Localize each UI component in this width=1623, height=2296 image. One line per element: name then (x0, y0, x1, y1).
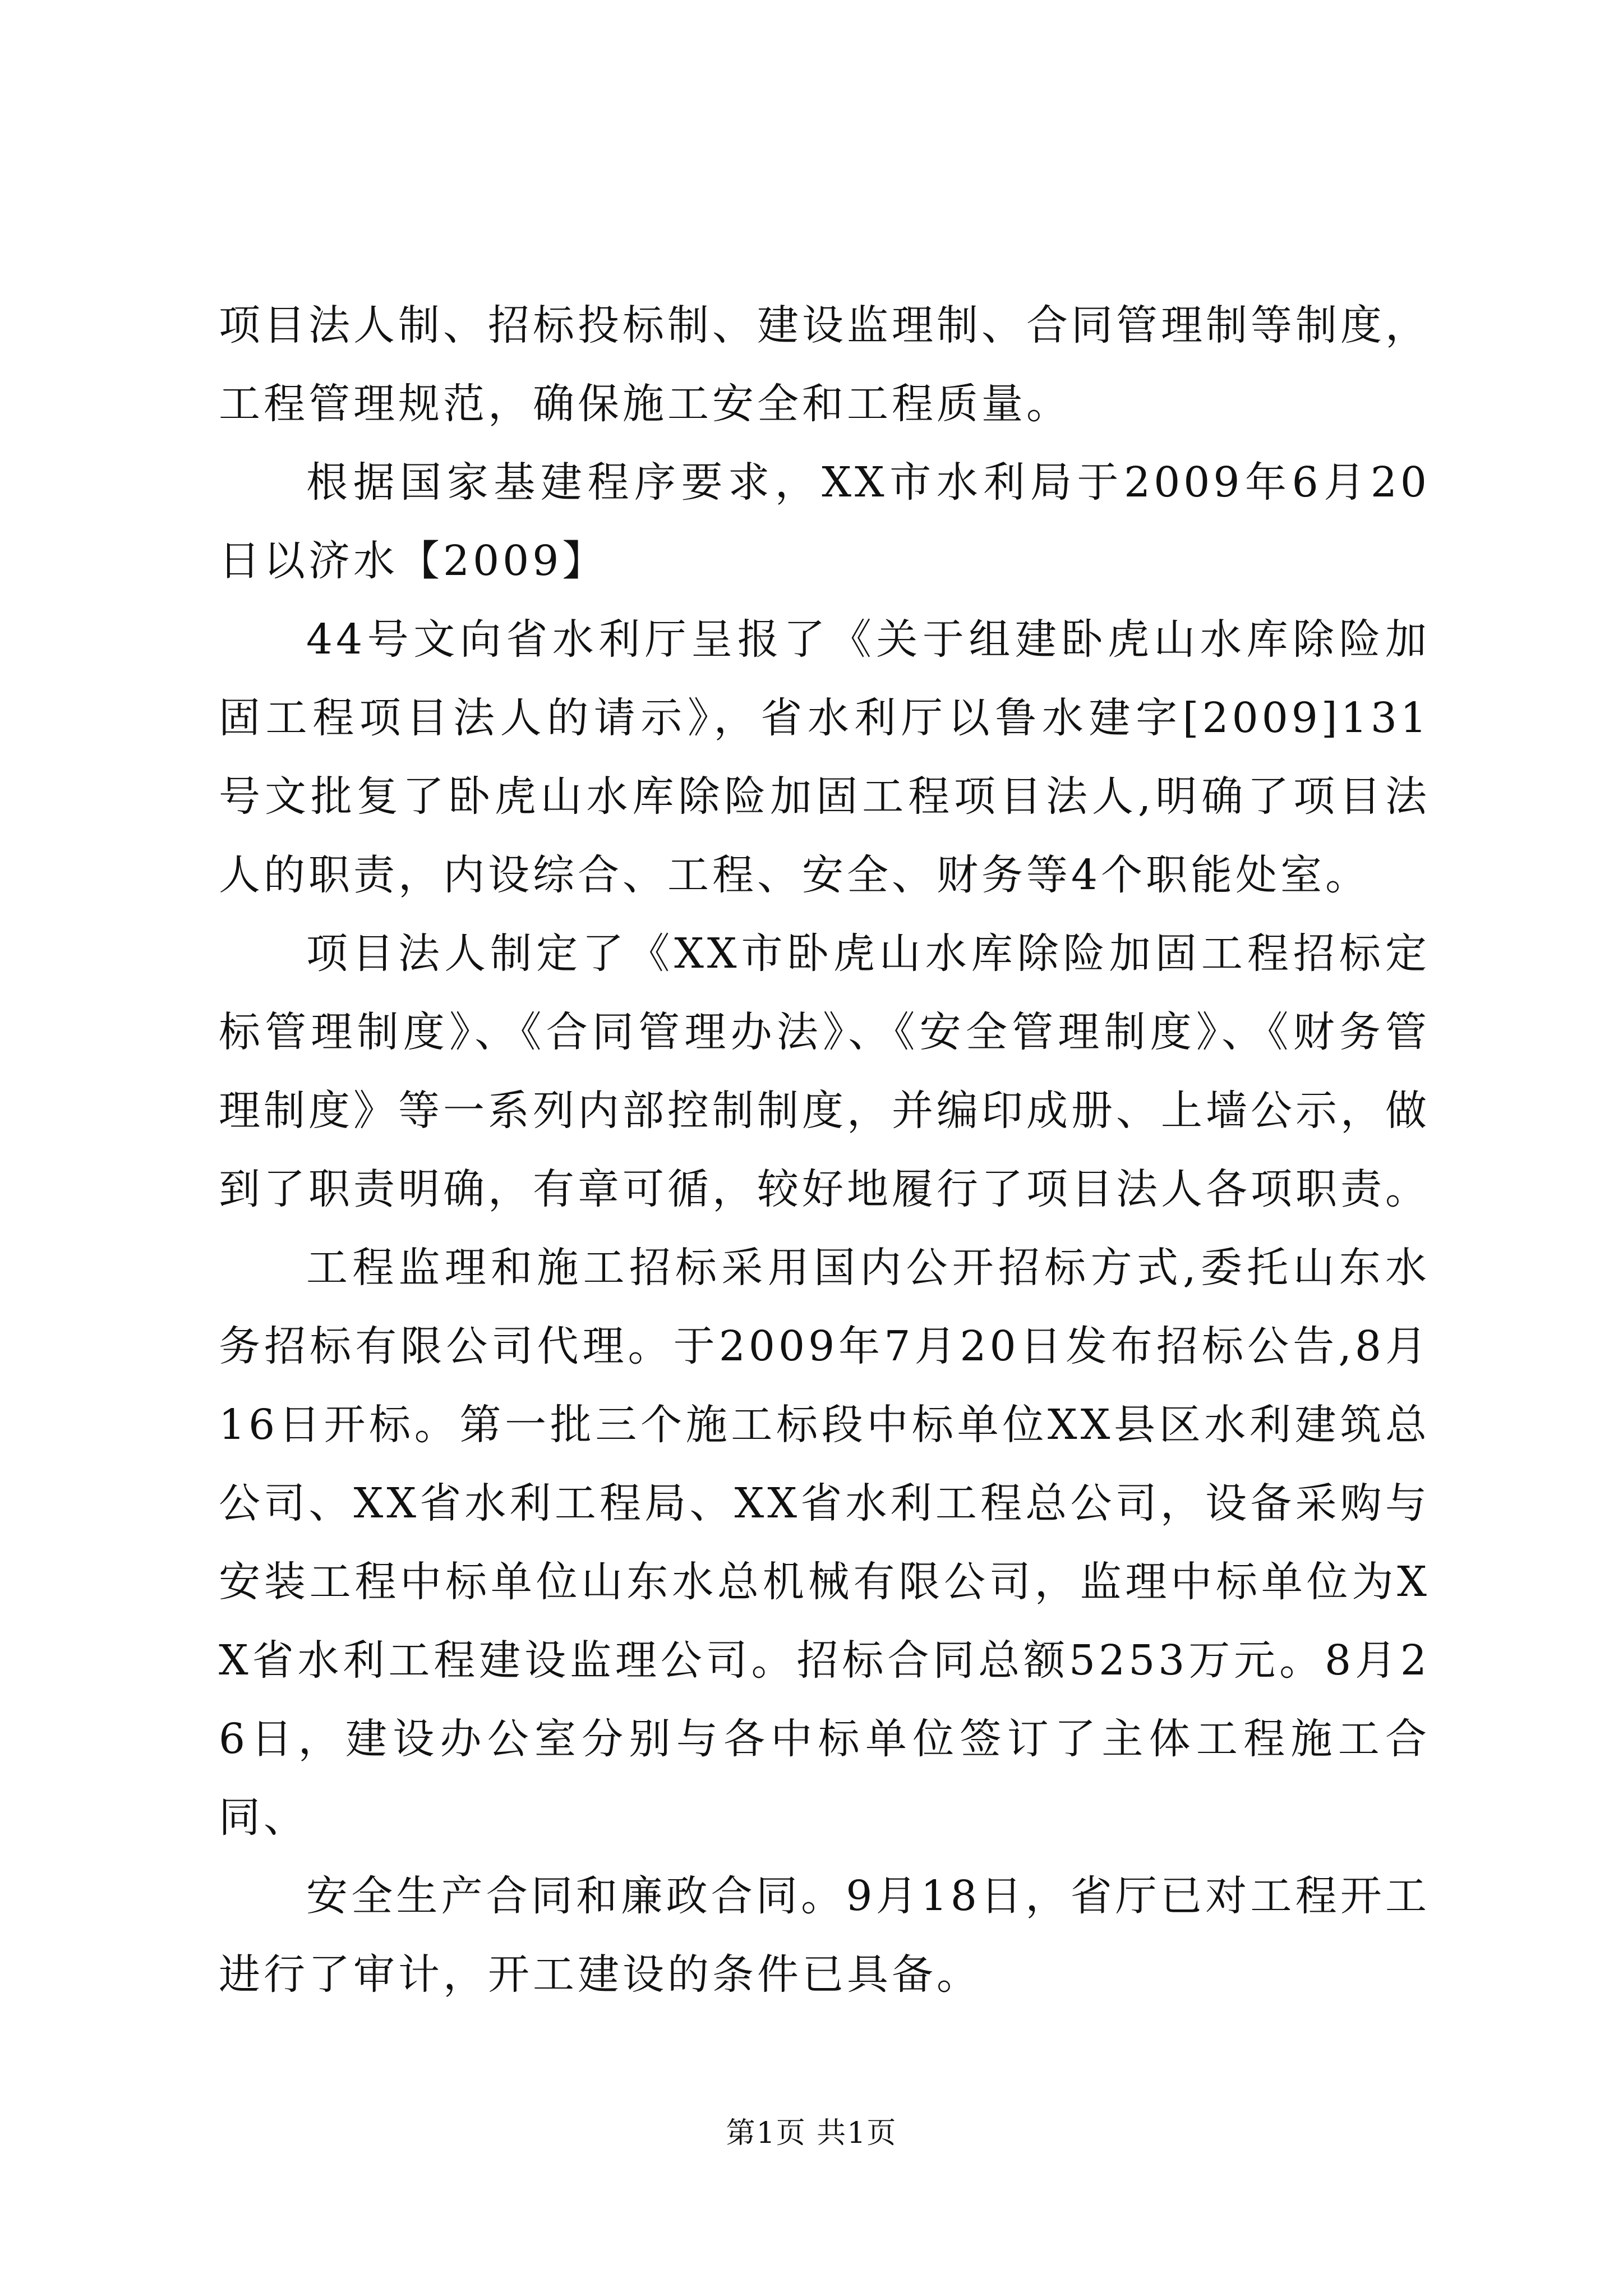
paragraph-3: 44号文向省水利厅呈报了《关于组建卧虎山水库除险加固工程项目法人的请示》，省水利厅以鲁水建字[2009]131号文批复了卧虎山水库除险加固工程项目法人,明确了项目法人的职责，内设综合、工程、安全、财务等4个职能处室。 (219, 615, 1430, 899)
paragraph-6: 安全生产合同和廉政合同。9月18日，省厅已对工程开工进行了审计，开工建设的条件已具备。 (219, 1872, 1430, 1999)
document-body (219, 286, 1430, 2014)
paragraph-5: 工程监理和施工招标采用国内公开招标方式,委托山东水务招标有限公司代理。于2009年7月20日发布招标公告,8月16日开标。第一批三个施工标段中标单位XX县区水利建筑总公司、XX省水利工程局、XX省水利工程总公司，设备采购与安装工程中标单位山东水总机械有限公司，监理中标单位为XX省水利工程建设监理公司。招标合同总额5253万元。8月26日，建设办公室分别与各中标单位签订了主体工程施工合同、 (219, 1244, 1430, 1842)
page-footer: 第1页 共1页 (726, 2116, 897, 2150)
paragraph-2: 根据国家基建程序要求，XX市水利局于2009年6月20日以济水【2009】 (219, 458, 1430, 585)
paragraph-4: 项目法人制定了《XX市卧虎山水库除险加固工程招标定标管理制度》、《合同管理办法》、《安全管理制度》、《财务管理制度》等一系列内部控制制度，并编印成册、上墙公示，做到了职责明确，有章可循，较好地履行了项目法人各项职责。 (219, 930, 1430, 1213)
paragraph-1: 项目法人制、招标投标制、建设监理制、合同管理制等制度，工程管理规范，确保施工安全和工程质量。 (219, 301, 1430, 428)
